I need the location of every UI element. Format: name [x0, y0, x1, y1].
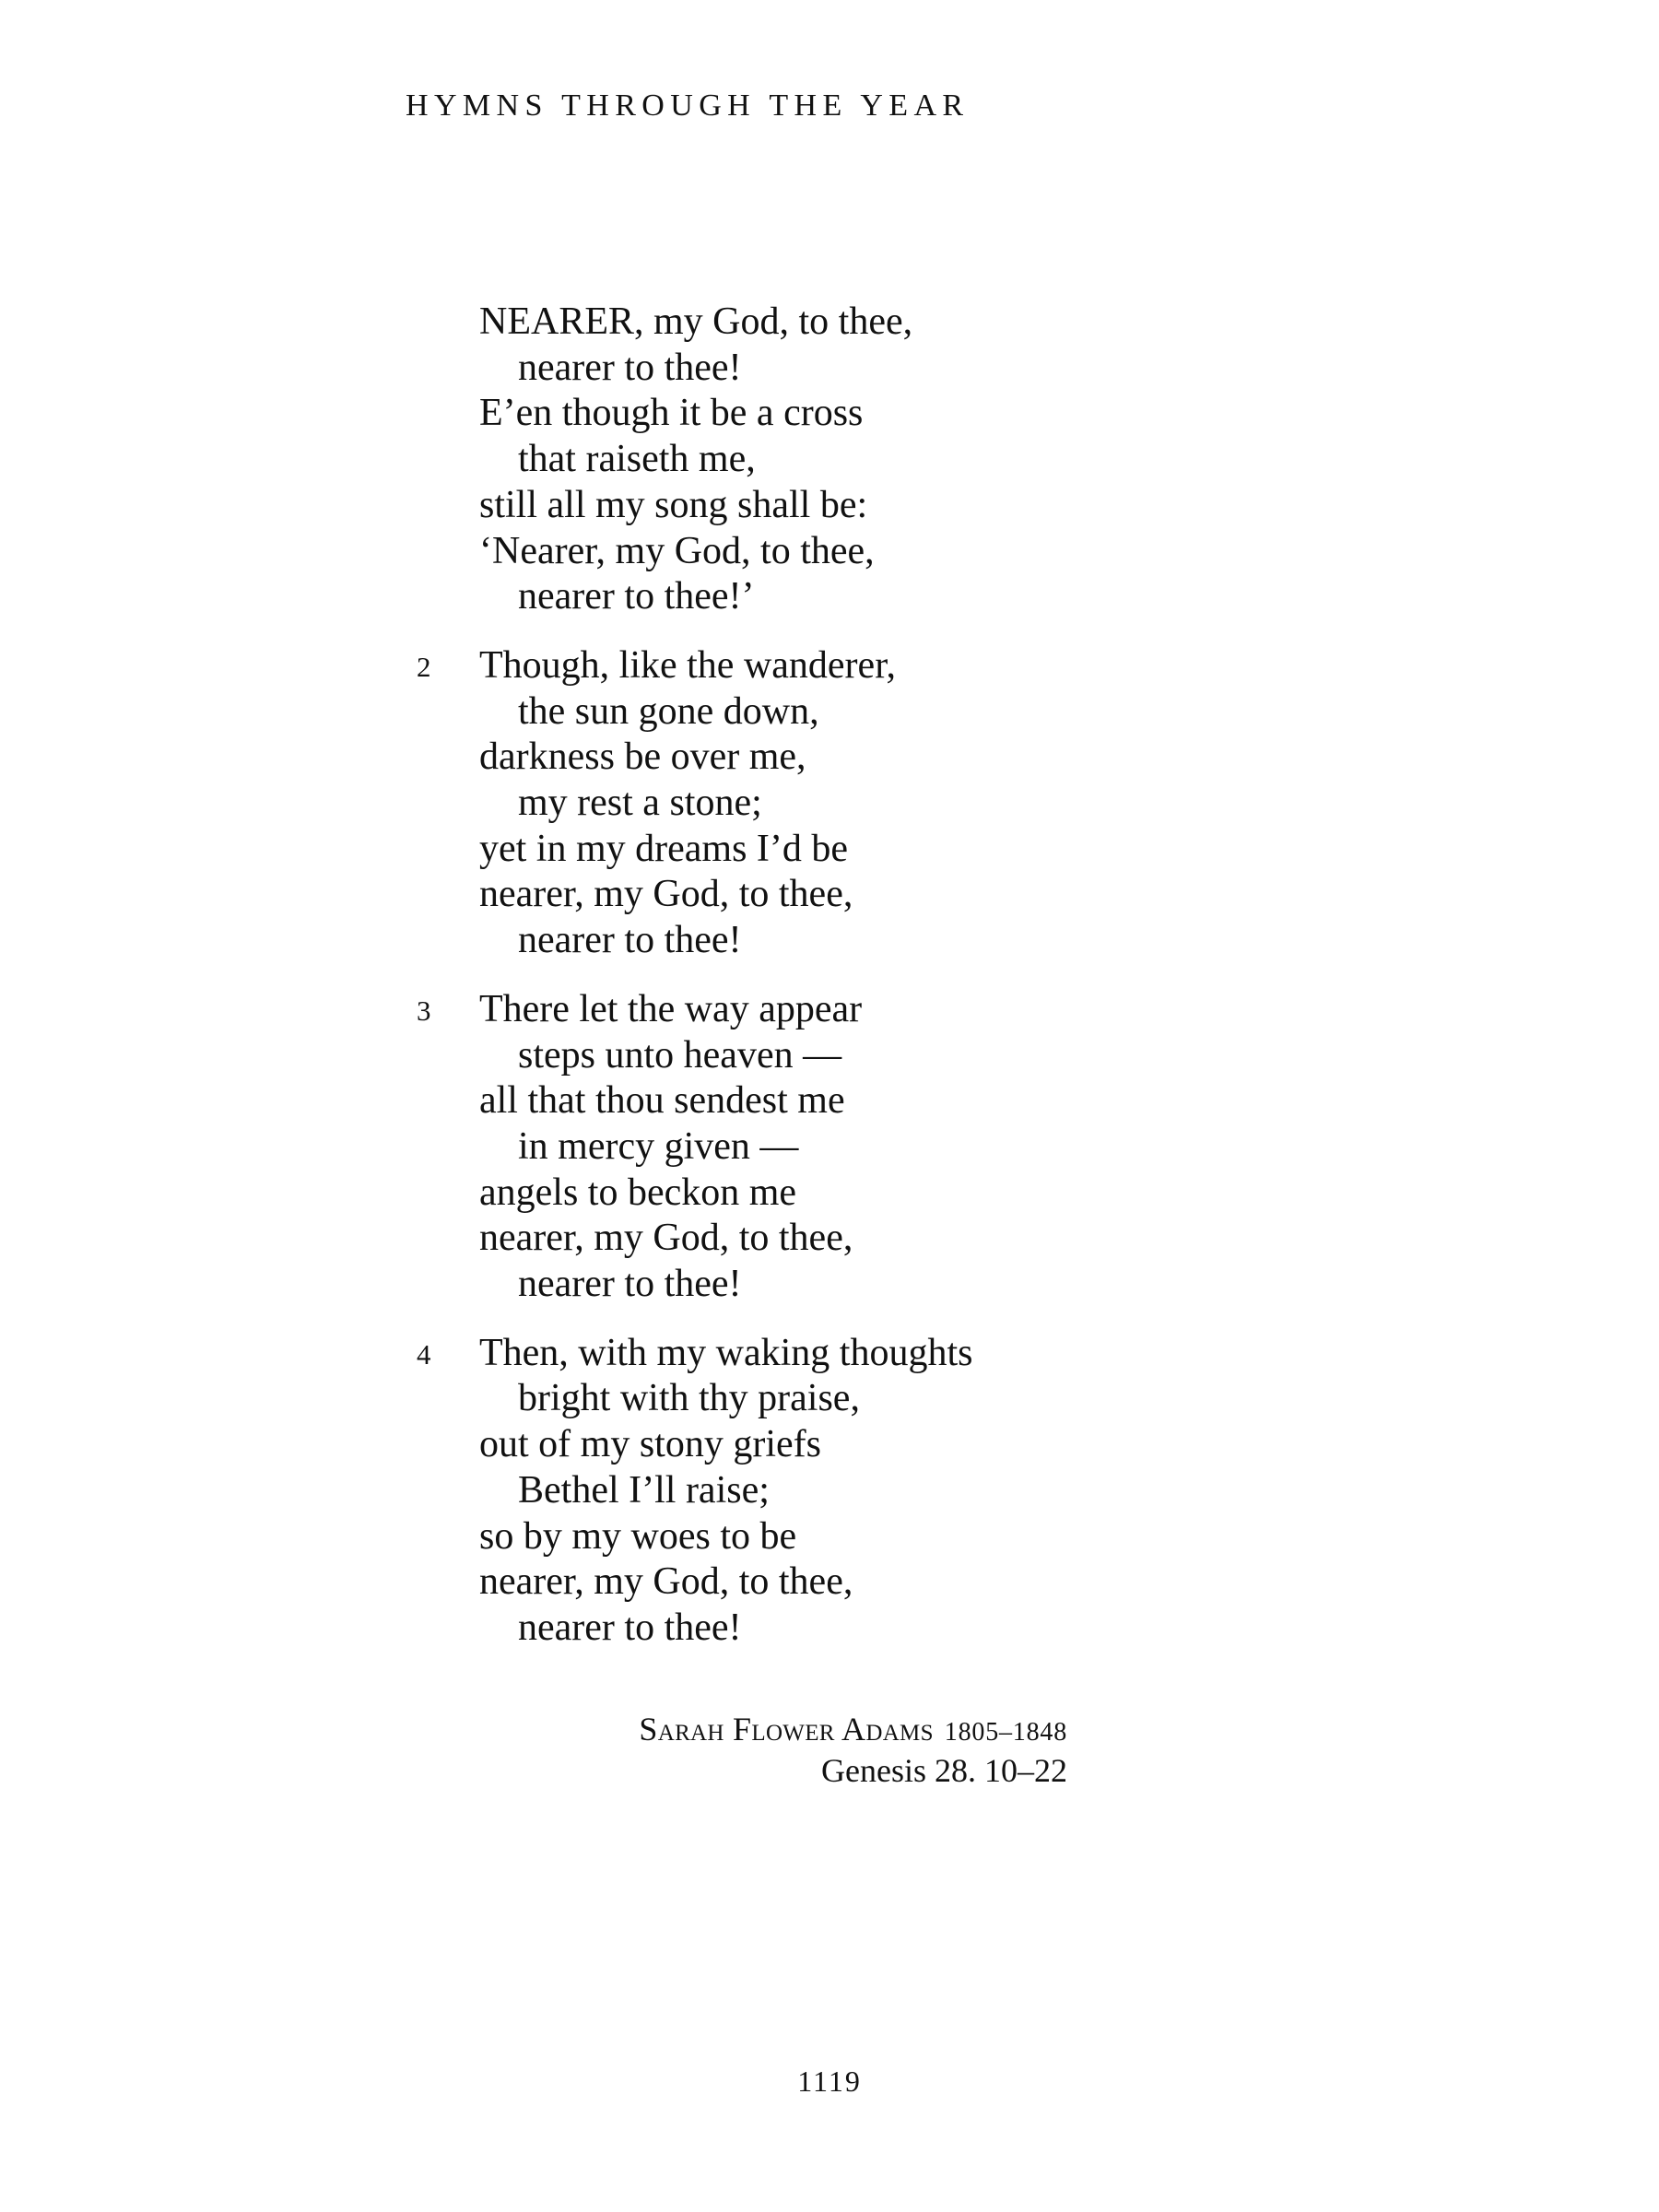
verse-line: yet in my dreams I’d be: [479, 827, 849, 870]
verse-line: Though, like the wanderer,: [479, 643, 896, 687]
verse-line: nearer to thee!: [518, 919, 742, 962]
verse-line: nearer to thee!: [518, 346, 742, 389]
verse-line: E’en though it be a cross: [479, 392, 864, 435]
author-dates: 1805–1848: [944, 1718, 1067, 1747]
scripture-reference: Genesis 28. 10–22: [821, 1752, 1067, 1789]
verse-line: ‘Nearer, my God, to thee,: [479, 529, 875, 572]
verse-line: nearer to thee!’: [518, 575, 755, 618]
verse-4: [417, 1331, 1117, 1652]
verse-line: nearer, my God, to thee,: [479, 1560, 853, 1604]
hymn-text: [417, 300, 1117, 1675]
verse-line: Then, with my waking thoughts: [479, 1331, 973, 1374]
verse-line: that raiseth me,: [518, 438, 756, 481]
verse-line: the sun gone down,: [518, 689, 819, 733]
verse-line: still all my song shall be:: [479, 483, 868, 526]
verse-line: angels to beckon me: [479, 1171, 797, 1214]
verse-line: nearer, my God, to thee,: [479, 873, 853, 916]
verse-line: nearer, my God, to thee,: [479, 1217, 853, 1260]
verse-line: my rest a stone;: [518, 782, 762, 825]
attribution: [639, 1712, 1067, 1791]
verse-line: Bethel I’ll raise;: [518, 1468, 770, 1512]
verse-line: out of my stony griefs: [479, 1423, 821, 1466]
verse-line: nearer to thee!: [518, 1606, 742, 1649]
verse-line: all that thou sendest me: [479, 1079, 845, 1123]
verse-line: so by my woes to be: [479, 1514, 797, 1558]
verse-3: [417, 987, 1117, 1308]
verse-line: steps unto heaven —: [518, 1033, 842, 1077]
verse-1: [417, 300, 1117, 620]
verse-number: 3: [417, 994, 431, 1027]
verse-line: nearer to thee!: [518, 1263, 742, 1306]
author-name: Sarah Flower Adams: [639, 1711, 934, 1747]
running-head: HYMNS THROUGH THE YEAR: [406, 88, 970, 123]
page-number: 1119: [797, 2065, 862, 2098]
verse-line: bright with thy praise,: [518, 1377, 860, 1420]
verse-line: darkness be over me,: [479, 735, 806, 779]
verse-number: 4: [417, 1337, 431, 1371]
verse-line: in mercy given —: [518, 1124, 799, 1168]
verse-line: NEARER, my God, to thee,: [479, 300, 913, 343]
verse-number: 2: [417, 650, 431, 683]
verse-line: There let the way appear: [479, 987, 863, 1030]
verse-2: [417, 643, 1117, 964]
author-line: [639, 1712, 1067, 1750]
